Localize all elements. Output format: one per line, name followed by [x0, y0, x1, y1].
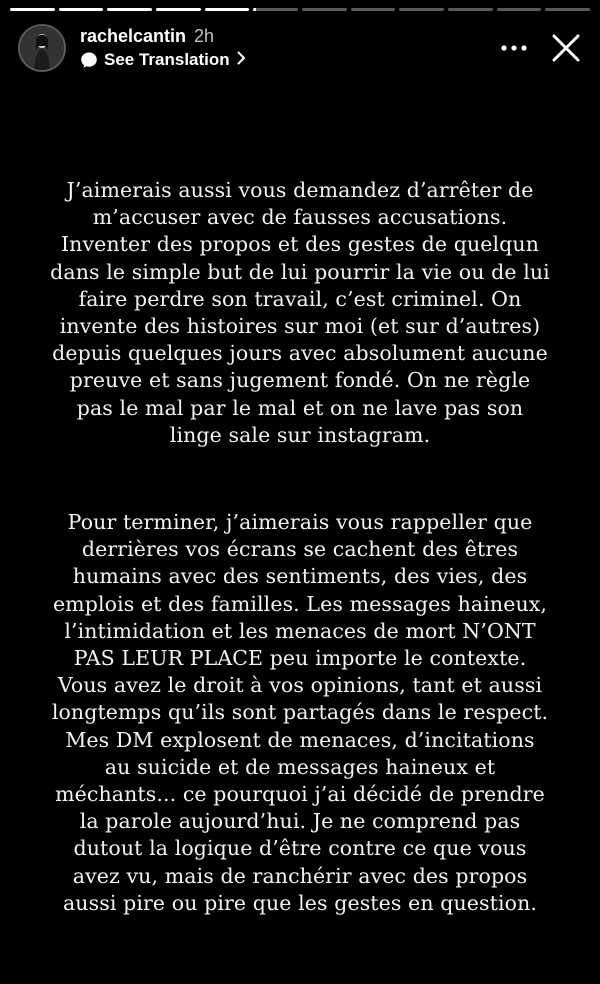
profile-photo — [20, 26, 64, 70]
progress-segment — [156, 8, 201, 11]
progress-segment — [107, 8, 152, 11]
username[interactable]: rachelcantin — [80, 25, 187, 46]
avatar[interactable] — [18, 24, 66, 72]
story-progress-bar — [10, 8, 590, 11]
progress-segment — [253, 8, 298, 11]
progress-segment-fill — [59, 8, 104, 11]
story-paragraph-2: Pour terminer, j’aimerais vous rappeller que derrières vos écrans se cachent des êtres humains avec des sentiments, des vies, des emplois et des familles. Les messages haineux, l’intimidation et les menaces de mort N’ONT PAS LEUR PLACE peu importe le contexte. Vous avez le droit à vos opinions, tant et aussi longtemps qu’ils sont partagés dans le respect. Mes DM explosent de menaces, d’incitations au suicide et de messages haineux et méchants... ce pourquoi j’ai décidé de prendre la parole aujourd’hui. Je ne comprend pas dutout la logique d’être contre ce que vous avez vu, mais de ranchérir avec des propos aussi pire ou pire que les gestes en question. — [51, 510, 549, 915]
progress-segment — [302, 8, 347, 11]
progress-segment — [399, 8, 444, 11]
story-meta — [80, 27, 246, 69]
more-horizontal-icon — [501, 45, 527, 51]
progress-segment-fill — [10, 8, 55, 11]
progress-segment — [448, 8, 493, 11]
progress-segment — [10, 8, 55, 11]
progress-segment-fill — [107, 8, 152, 11]
story-header — [18, 22, 586, 74]
story-paragraph-1: J’aimerais aussi vous demandez d’arrêter de m’accuser avec de fausses accusations. Inventer des propos et des gestes de quelqun dans le simple but de lui pourrir la vie ou de lui faire perdre son travail, c’est criminel. On invente des histoires sur moi (et sur d’autres) depuis quelques jours avec absolument aucune preuve et sans jugement fondé. On ne règle pas le mal par le mal et on ne lave pas son linge sale sur instagram. — [50, 178, 550, 447]
progress-segment — [497, 8, 542, 11]
close-icon — [551, 33, 581, 63]
post-time: 2h — [194, 25, 215, 46]
progress-segment — [205, 8, 250, 11]
more-options-button[interactable] — [496, 30, 532, 66]
close-button[interactable] — [546, 28, 586, 68]
progress-segment-fill — [205, 8, 250, 11]
progress-segment — [545, 8, 590, 11]
progress-segment-fill — [253, 8, 255, 11]
progress-segment — [59, 8, 104, 11]
see-translation-link[interactable] — [80, 51, 246, 70]
see-translation-label: See Translation — [104, 49, 230, 69]
chevron-right-icon — [236, 51, 246, 70]
translate-icon — [80, 51, 98, 69]
progress-segment — [351, 8, 396, 11]
progress-segment-fill — [156, 8, 201, 11]
